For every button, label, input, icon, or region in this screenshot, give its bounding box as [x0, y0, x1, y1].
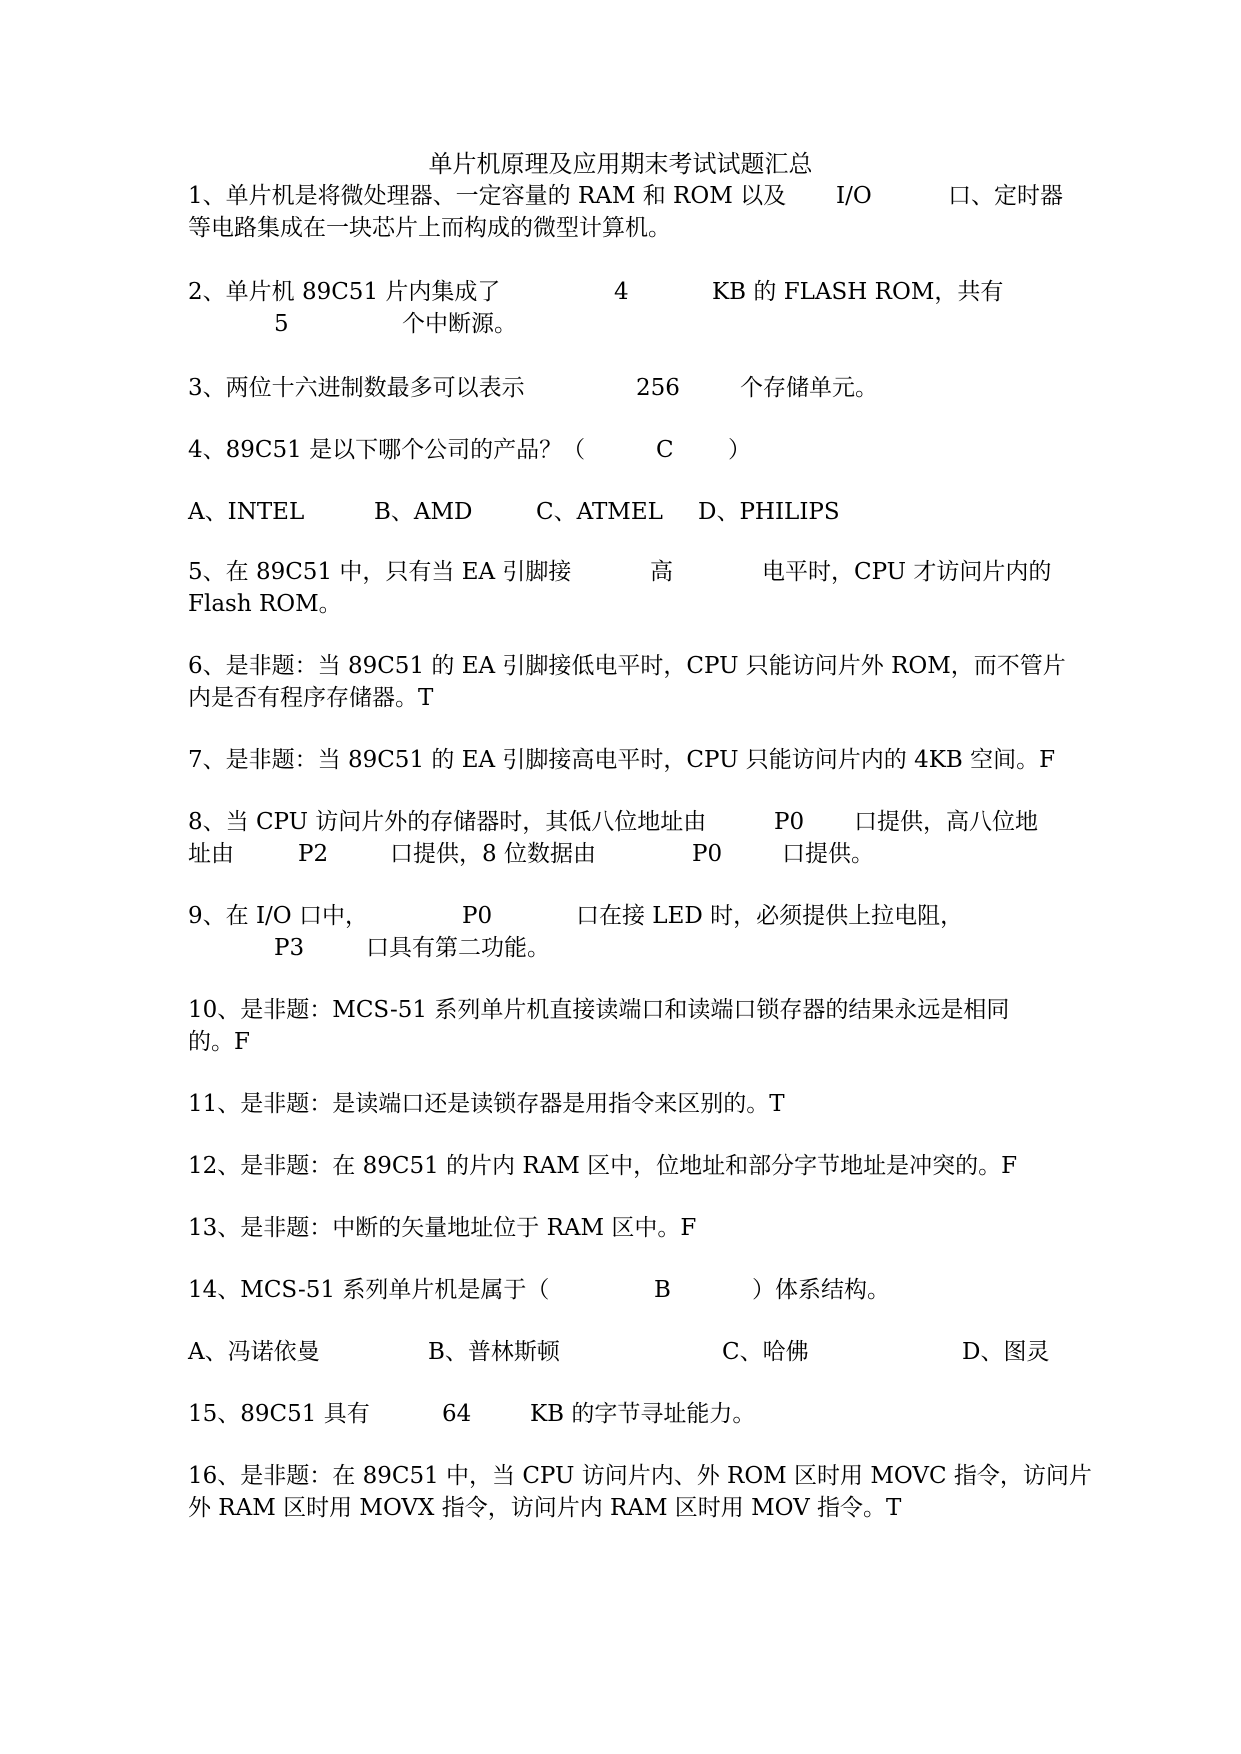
q1-text-b: 口、定时器: [948, 183, 1063, 209]
q12-text-a: 12、是非题：在 89C51 的片内 RAM 区中，位地址和部分字节地址是冲突的。F: [188, 1153, 1018, 1179]
q10-text-b: 的。F: [188, 1029, 250, 1055]
q5-text-b: 电平时，CPU 才访问片内的: [762, 559, 1052, 585]
q7-text-a: 7、是非题：当 89C51 的 EA 引脚接高电平时，CPU 只能访问片内的 4KB 空间。F: [188, 747, 1056, 773]
q16-text-b: 外 RAM 区时用 MOVX 指令，访问片内 RAM 区时用 MOV 指令。T: [188, 1495, 902, 1521]
q4-option-c: C、ATMEL: [536, 499, 663, 525]
q2-text-a: 2、单片机 89C51 片内集成了: [188, 279, 501, 305]
q9-text-c: 口具有第二功能。: [366, 935, 550, 961]
q8-text-e: 口提供。: [782, 841, 874, 867]
q1-text-c: 等电路集成在一块芯片上而构成的微型计算机。: [188, 215, 671, 241]
q4-option-d: D、PHILIPS: [698, 499, 840, 525]
q14-text-a: 14、MCS-51 系列单片机是属于（: [188, 1277, 550, 1303]
q4-option-b: B、AMD: [374, 499, 473, 525]
q15-text-b: KB 的字节寻址能力。: [530, 1401, 756, 1427]
q14-option-c: C、哈佛: [722, 1339, 809, 1365]
q9-answer-1: P0: [462, 903, 493, 929]
q8-text-c: 址由: [188, 841, 234, 867]
q5-text-a: 5、在 89C51 中，只有当 EA 引脚接: [188, 559, 572, 585]
q5-answer: 高: [650, 559, 673, 585]
q3-text-a: 3、两位十六进制数最多可以表示: [188, 375, 525, 401]
q3-answer: 256: [636, 375, 680, 401]
q6-text-b: 内是否有程序存储器。T: [188, 685, 434, 711]
q4-text-b: ）: [728, 437, 751, 463]
q3-text-b: 个存储单元。: [740, 375, 878, 401]
q14-answer: B: [654, 1277, 671, 1303]
q9-text-b: 口在接 LED 时，必须提供上拉电阻，: [576, 903, 964, 929]
q8-text-d: 口提供，8 位数据由: [390, 841, 596, 867]
q14-option-d: D、图灵: [962, 1339, 1050, 1365]
q8-answer-3: P0: [692, 841, 723, 867]
q6-text-a: 6、是非题：当 89C51 的 EA 引脚接低电平时，CPU 只能访问片外 ROM，而不管片: [188, 653, 1066, 679]
q14-option-b: B、普林斯顿: [428, 1339, 560, 1365]
document-title: 单片机原理及应用期末考试试题汇总: [428, 150, 813, 178]
q4-option-a: A、INTEL: [188, 499, 305, 525]
q9-text-a: 9、在 I/O 口中，: [188, 903, 368, 929]
q16-text-a: 16、是非题：在 89C51 中，当 CPU 访问片内、外 ROM 区时用 MOVC 指令，访问片: [188, 1463, 1092, 1489]
q9-answer-2: P3: [274, 935, 305, 961]
q8-text-b: 口提供，高八位地: [854, 809, 1038, 835]
q5-text-c: Flash ROM。: [188, 591, 342, 617]
q1-answer: I/O: [836, 183, 872, 209]
q4-answer: C: [656, 437, 674, 463]
q8-answer-2: P2: [298, 841, 329, 867]
q2-answer-1: 4: [614, 279, 629, 305]
q13-text-a: 13、是非题：中断的矢量地址位于 RAM 区中。F: [188, 1215, 697, 1241]
q15-text-a: 15、89C51 具有: [188, 1401, 370, 1427]
q8-answer-1: P0: [774, 809, 805, 835]
q14-option-a: A、冯诺依曼: [188, 1339, 320, 1365]
q10-text-a: 10、是非题：MCS-51 系列单片机直接读端口和读端口锁存器的结果永远是相同: [188, 997, 1010, 1023]
q14-text-b: ）体系结构。: [752, 1277, 890, 1303]
q2-text-b: KB 的 FLASH ROM，共有: [712, 279, 1004, 305]
q1-text-a: 1、单片机是将微处理器、一定容量的 RAM 和 ROM 以及: [188, 183, 787, 209]
q11-text-a: 11、是非题：是读端口还是读锁存器是用指令来区别的。T: [188, 1091, 785, 1117]
q2-answer-2: 5: [274, 311, 289, 337]
q4-text-a: 4、89C51 是以下哪个公司的产品？（: [188, 437, 586, 463]
q2-text-c: 个中断源。: [402, 311, 517, 337]
q15-answer: 64: [442, 1401, 472, 1427]
q8-text-a: 8、当 CPU 访问片外的存储器时，其低八位地址由: [188, 809, 707, 835]
